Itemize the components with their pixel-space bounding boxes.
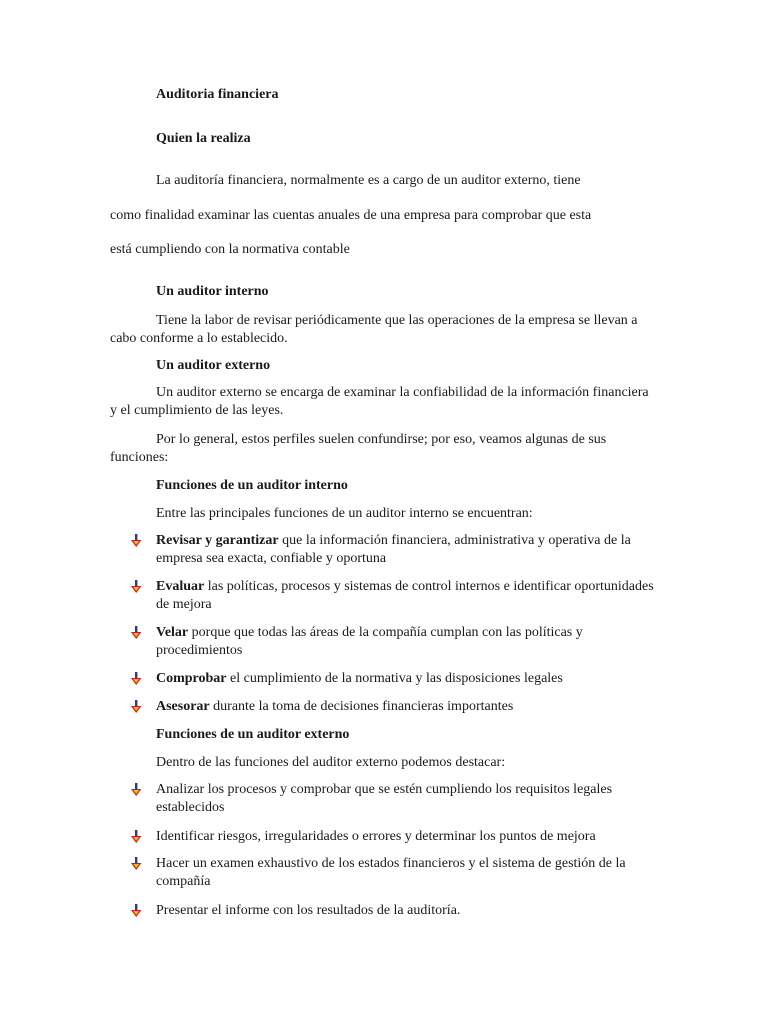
arrow-bullet-icon <box>130 783 148 799</box>
arrow-bullet-icon <box>130 534 148 550</box>
externo-paragraph: Un auditor externo se encarga de examinar la confiabilidad de la información financiera y el cumplimiento de las leyes. <box>110 385 649 418</box>
list-item-keyword: Revisar y garantizar <box>156 533 279 548</box>
list-item-text: Identificar riesgos, irregularidades o errores y determinar los puntos de mejora <box>156 829 596 844</box>
list-item-text <box>156 532 656 568</box>
list-item-keyword: Evaluar <box>156 579 205 594</box>
list-item-description: el cumplimiento de la normativa y las disposiciones legales <box>226 671 563 686</box>
funciones-externo-intro: Dentro de las funciones del auditor externo podemos destacar: <box>156 755 506 770</box>
list-item-text <box>156 578 656 614</box>
list-item-text <box>156 698 656 716</box>
arrow-bullet-icon <box>130 700 148 716</box>
list-item-text: Hacer un examen exhaustivo de los estados financieros y el sistema de gestión de la compañía <box>156 856 626 889</box>
externo-heading: Un auditor externo <box>156 358 271 373</box>
arrow-bullet-icon <box>130 626 148 642</box>
list-item-description: las políticas, procesos y sistemas de control internos e identificar oportunidades de mejora <box>156 579 654 612</box>
list-item-keyword: Comprobar <box>156 671 227 686</box>
funciones-interno-intro: Entre las principales funciones de un auditor interno se encuentran: <box>156 506 533 521</box>
list-item-text <box>156 670 656 688</box>
interno-paragraph: Tiene la labor de revisar periódicamente que las operaciones de la empresa se llevan a cabo conforme a lo establecido. <box>110 313 638 346</box>
funciones-externo-heading: Funciones de un auditor externo <box>156 727 350 742</box>
arrow-bullet-icon <box>130 672 148 688</box>
intro-line-3: está cumpliendo con la normativa contable <box>110 242 350 257</box>
general-paragraph: Por lo general, estos perfiles suelen confundirse; por eso, veamos algunas de sus funciones: <box>110 432 607 465</box>
list-item-keyword: Asesorar <box>156 699 210 714</box>
list-item-description: que la información financiera, administrativa y operativa de la empresa sea exacta, confiable y oportuna <box>156 533 631 566</box>
list-item-description: durante la toma de decisiones financieras importantes <box>209 699 514 714</box>
arrow-bullet-icon <box>130 830 148 846</box>
list-item-text: Presentar el informe con los resultados de la auditoría. <box>156 903 461 918</box>
interno-heading: Un auditor interno <box>156 284 269 299</box>
arrow-bullet-icon <box>130 580 148 596</box>
arrow-bullet-icon <box>130 904 148 920</box>
quien-heading: Quien la realiza <box>156 131 251 146</box>
document-title: Auditoria financiera <box>156 87 279 102</box>
list-item-description: porque que todas las áreas de la compañía cumplan con las políticas y procedimientos <box>156 625 583 658</box>
intro-line-1: La auditoría financiera, normalmente es a cargo de un auditor externo, tiene <box>156 173 581 188</box>
funciones-interno-heading: Funciones de un auditor interno <box>156 478 348 493</box>
arrow-bullet-icon <box>130 857 148 873</box>
list-item-text <box>156 624 656 660</box>
list-item-keyword: Velar <box>156 625 189 640</box>
list-item-text: Analizar los procesos y comprobar que se estén cumpliendo los requisitos legales establecidos <box>156 782 613 815</box>
intro-line-2: como finalidad examinar las cuentas anuales de una empresa para comprobar que esta <box>110 208 592 223</box>
